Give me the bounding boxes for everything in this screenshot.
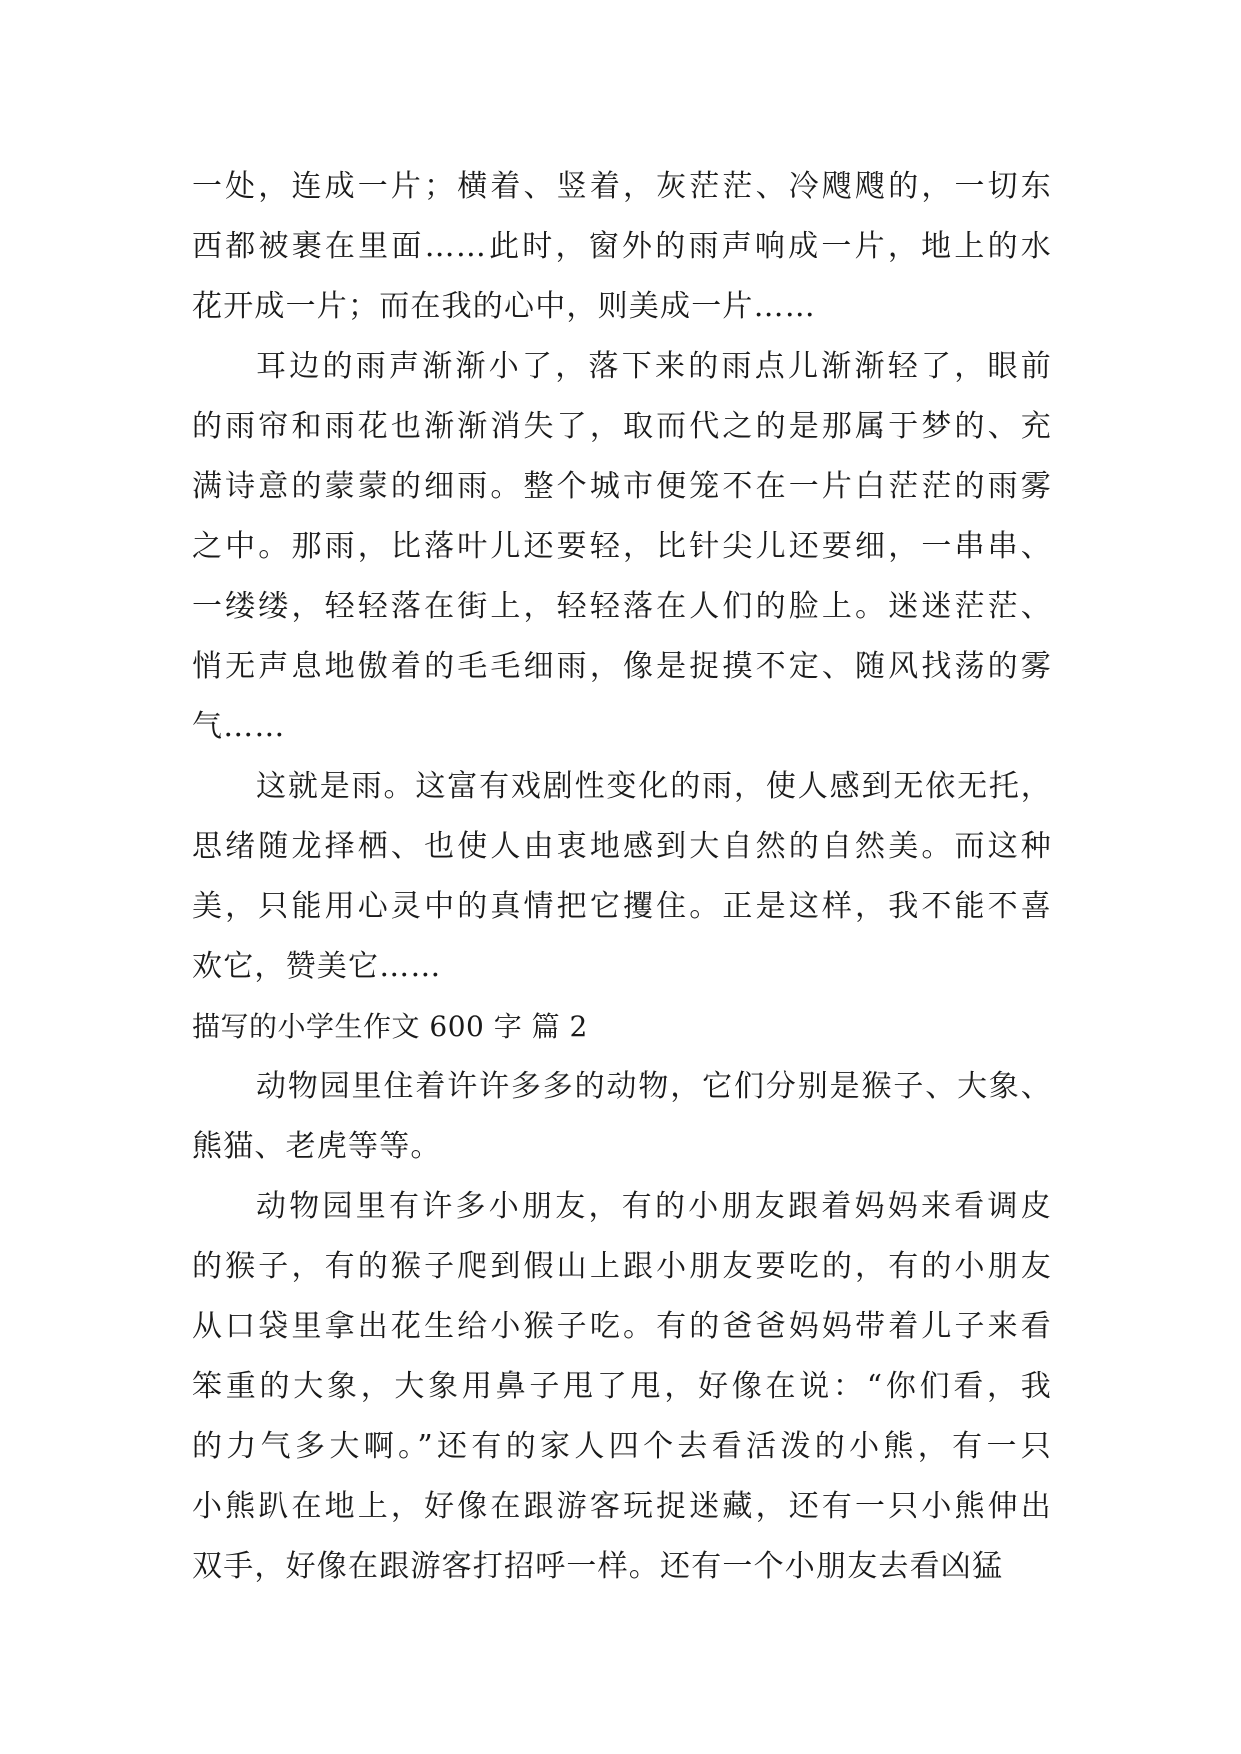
- text-line: 满诗意的蒙蒙的细雨。整个城市便笼不在一片白茫茫的雨雾: [192, 469, 1052, 504]
- text-line: 动物园里有许多小朋友，有的小朋友跟着妈妈来看调皮: [256, 1189, 1052, 1224]
- text-line: 美，只能用心灵中的真情把它攫住。正是这样，我不能不喜: [192, 889, 1052, 924]
- paragraph: [192, 757, 1052, 997]
- text-line: 的雨帘和雨花也渐渐消失了，取而代之的是那属于梦的、充: [192, 409, 1052, 444]
- text-line: 耳边的雨声渐渐小了，落下来的雨点儿渐渐轻了，眼前: [256, 349, 1052, 384]
- text-line: 双手，好像在跟游客打招呼一样。还有一个小朋友去看凶猛: [192, 1549, 1004, 1584]
- text-line: 的力气多大啊。”还有的家人四个去看活泼的小熊，有一只: [192, 1429, 1052, 1464]
- section-heading: 描写的小学生作文 600 字 篇 2: [192, 1010, 588, 1043]
- text-line: 熊猫、老虎等等。: [192, 1129, 442, 1164]
- text-line: 欢它，赞美它……: [192, 949, 442, 984]
- text-line: 笨重的大象，大象用鼻子甩了甩，好像在说：“你们看，我: [192, 1369, 1052, 1404]
- text-line: 悄无声息地傲着的毛毛细雨，像是捉摸不定、随风找荡的雾: [192, 649, 1052, 684]
- text-line: 气……: [192, 709, 286, 744]
- text-line: 一缕缕，轻轻落在街上，轻轻落在人们的脸上。迷迷茫茫、: [192, 589, 1052, 624]
- paragraph: [192, 157, 1052, 337]
- text-line: 小熊趴在地上，好像在跟游客玩捉迷藏，还有一只小熊伸出: [192, 1489, 1052, 1524]
- text-line: 动物园里住着许许多多的动物，它们分别是猴子、大象、: [256, 1069, 1052, 1104]
- paragraph: [192, 337, 1052, 757]
- text-line: 的猴子，有的猴子爬到假山上跟小朋友要吃的，有的小朋友: [192, 1249, 1052, 1284]
- paragraph: [192, 1177, 1052, 1597]
- text-line: 花开成一片；而在我的心中，则美成一片……: [192, 289, 816, 324]
- text-line: 这就是雨。这富有戏剧性变化的雨，使人感到无依无托，: [256, 769, 1052, 804]
- text-line: 西都被裹在里面……此时，窗外的雨声响成一片，地上的水: [192, 229, 1052, 264]
- text-line: 一处，连成一片；横着、竖着，灰茫茫、冷飕飕的，一切东: [192, 169, 1052, 204]
- text-line: 思绪随龙择栖、也使人由衷地感到大自然的自然美。而这种: [192, 829, 1052, 864]
- document-body: [192, 157, 1052, 1597]
- text-line: 从口袋里拿出花生给小猴子吃。有的爸爸妈妈带着儿子来看: [192, 1309, 1052, 1344]
- paragraph: [192, 1057, 1052, 1177]
- text-line: 之中。那雨，比落叶儿还要轻，比针尖儿还要细，一串串、: [192, 529, 1052, 564]
